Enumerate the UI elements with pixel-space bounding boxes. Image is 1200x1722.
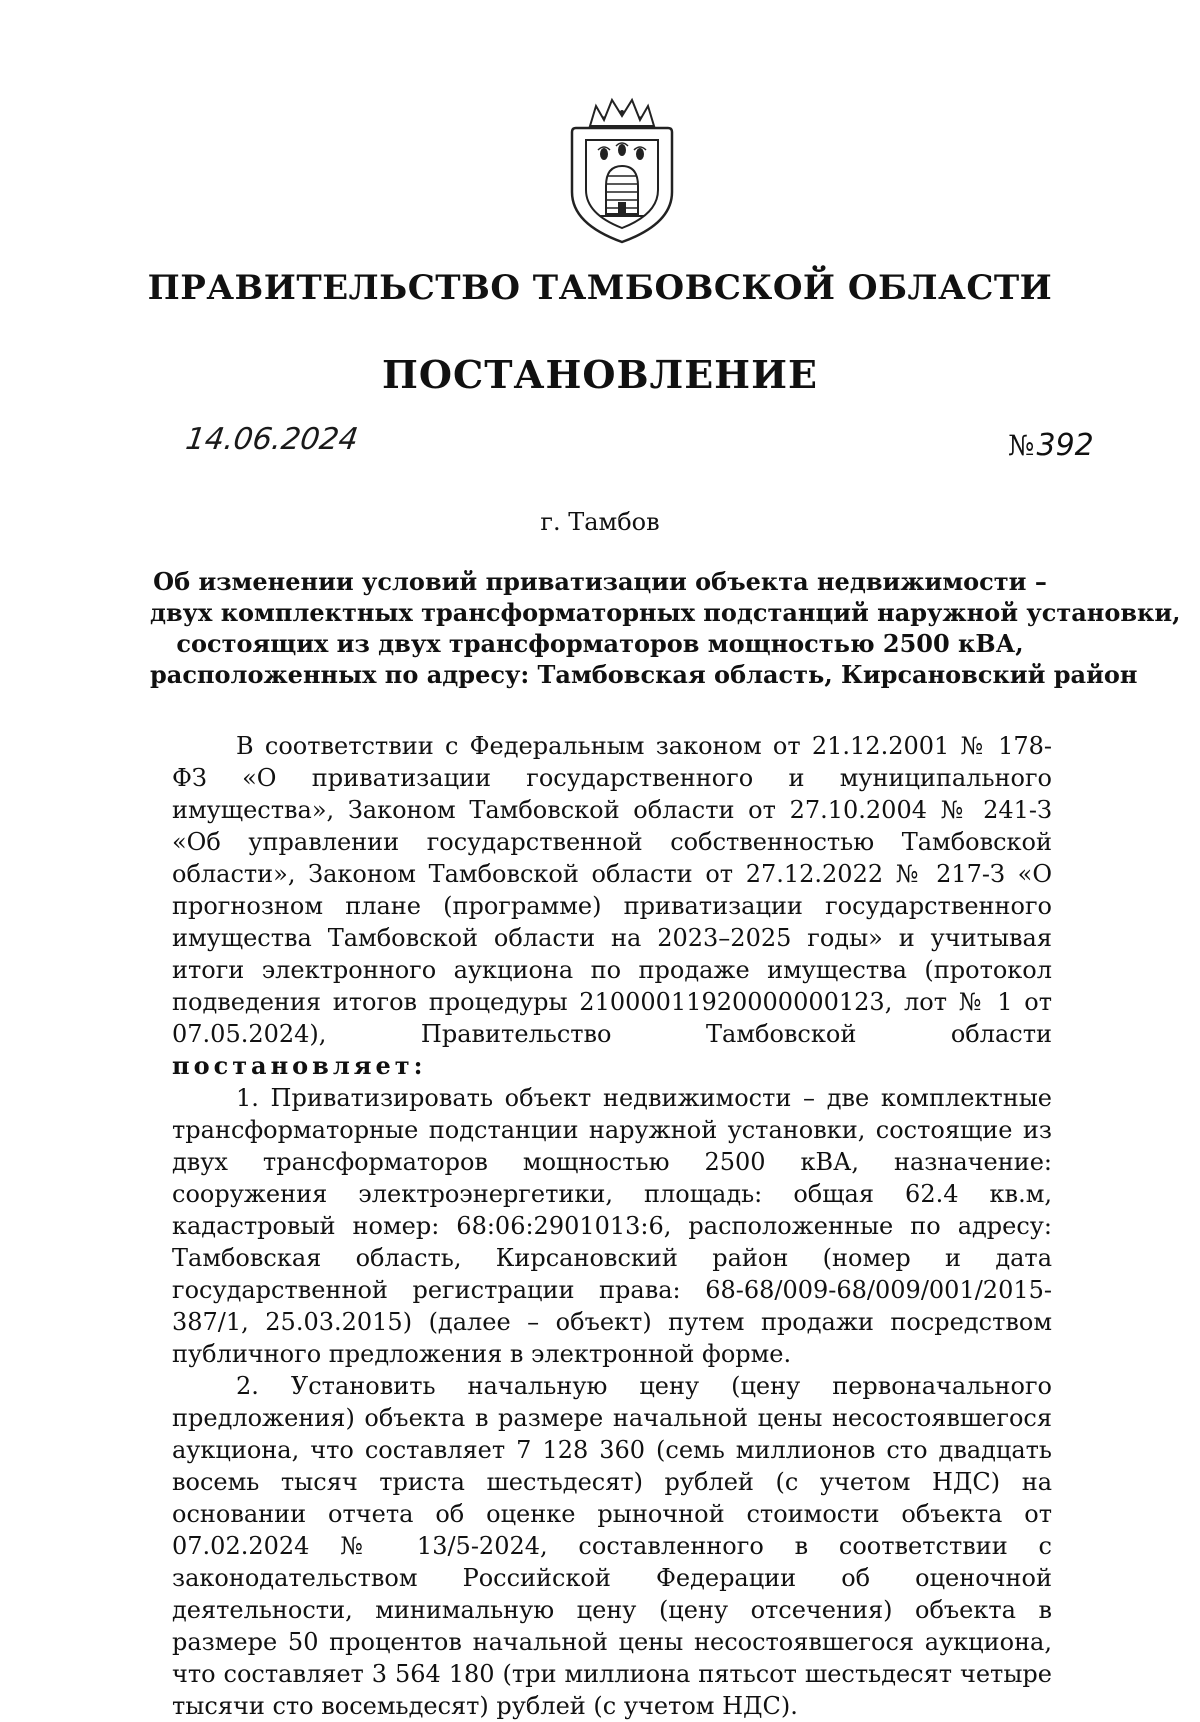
handwritten-number: 392 <box>1036 428 1094 463</box>
number-sign: № <box>1008 429 1035 462</box>
coat-of-arms-icon <box>560 96 684 246</box>
title-line: состоящих из двух трансформаторов мощностью 2500 кВА, <box>176 629 1024 658</box>
document-type: ПОСТАНОВЛЕНИЕ <box>382 352 818 397</box>
preamble-text: В соответствии с Федеральным законом от 21.12.2001 № 178-ФЗ «О приватизации государственного и муниципального имущества», Законом Тамбовской области от 27.10.2004 № 241-З «Об управлении государственной собственностью Тамбовской области», Законом Тамбовской области от 27.12.2022 № 217-З «О прогнозном плане (программе) приватизации государственного имущества Тамбовской области на 2023–2025 годы» и учитывая итоги электронного аукциона по продаже имущества (протокол подведения итогов процедуры 21000011920000000123, лот № 1 от 07.05.2024), Правительство Тамбовской области <box>172 732 1052 1048</box>
preamble-paragraph <box>172 730 1052 1082</box>
title-line: расположенных по адресу: Тамбовская область, Кирсановский район <box>150 660 1138 689</box>
city-line: г. Тамбов <box>540 508 660 536</box>
government-name: ПРАВИТЕЛЬСТВО ТАМБОВСКОЙ ОБЛАСТИ <box>147 268 1053 308</box>
handwritten-date: 14.06.2024 <box>183 422 361 457</box>
document-number <box>1008 428 1094 463</box>
title-line: двух комплектных трансформаторных подстанций наружной установки, <box>150 598 1181 627</box>
document-title <box>150 566 1181 690</box>
decree-word: постановляет: <box>172 1051 427 1080</box>
clause-2: 2. Установить начальную цену (цену первоначального предложения) объекта в размере начальной цены несостоявшегося аукциона, что составляет 7 128 360 (семь миллионов сто двадцать восемь тысяч триста шестьдесят) рублей (с учетом НДС) на основании отчета об оценке рыночной стоимости объекта от 07.02.2024 № 13/5-2024, составленного в соответствии с законодательством Российской Федерации об оценочной деятельности, минимальную цену (цену отсечения) объекта в размере 50 процентов начальной цены несостоявшегося аукциона, что составляет 3 564 180 (три миллиона пятьсот шестьдесят четыре тысячи сто восемьдесят) рублей (с учетом НДС). <box>172 1372 1052 1720</box>
title-line: Об изменении условий приватизации объекта недвижимости – <box>153 567 1047 596</box>
clause-1: 1. Приватизировать объект недвижимости – две комплектные трансформаторные подстанции наружной установки, состоящие из двух трансформаторов мощностью 2500 кВА, назначение: сооружения электроэнергетики, площадь: общая 62.4 кв.м, кадастровый номер: 68:06:2901013:6, расположенные по адресу: Тамбовская область, Кирсановский район (номер и дата государственной регистрации права: 68-68/009-68/009/001/2015-387/1, 25.03.2015) (далее – объект) путем продажи посредством публичного предложения в электронной форме. <box>172 1084 1052 1368</box>
document-body <box>172 730 1052 1722</box>
